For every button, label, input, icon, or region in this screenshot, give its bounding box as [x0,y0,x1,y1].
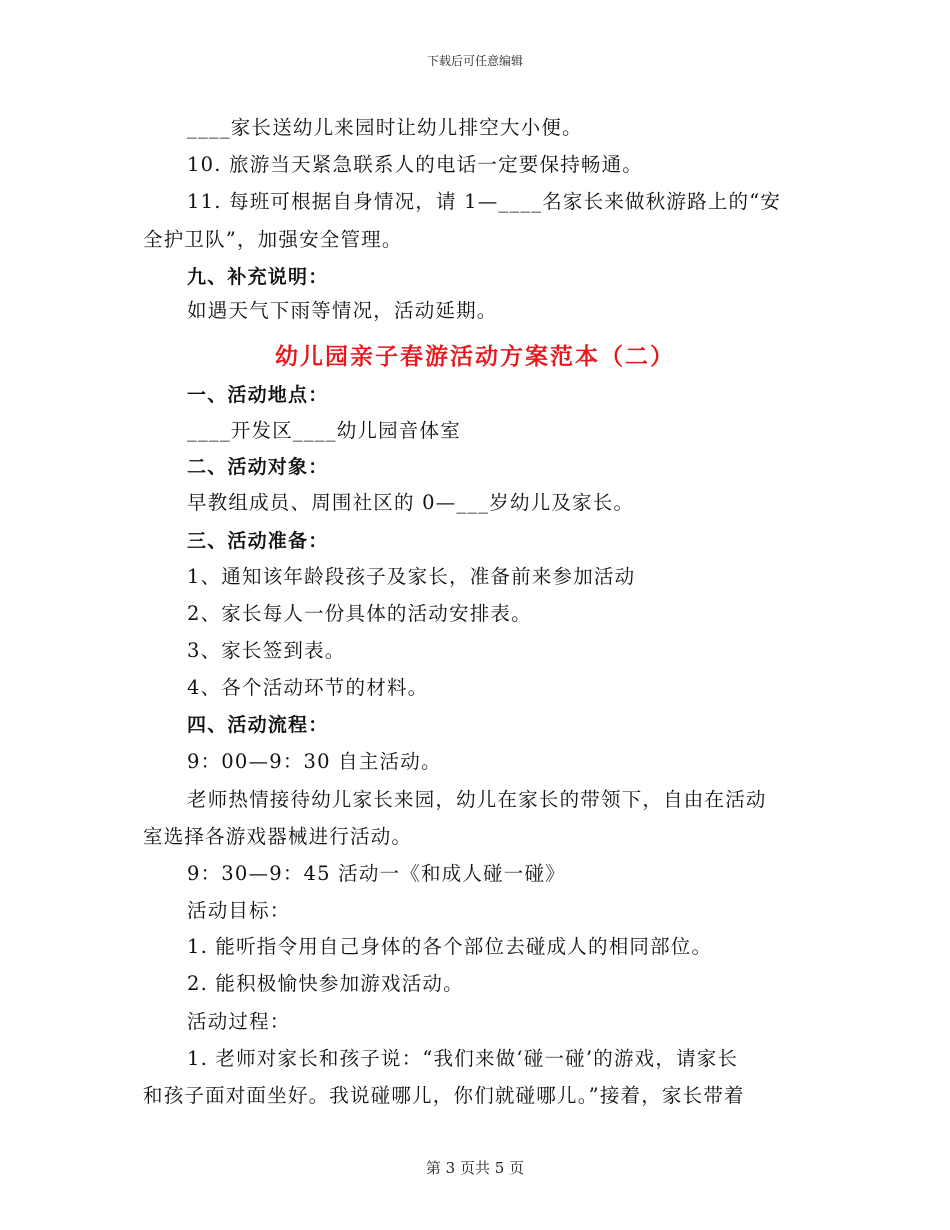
text-line: 老师热情接待幼儿家长来园，幼儿在家长的带领下，自由在活动 [187,788,767,811]
text-line: 9：30—9：45 活动一《和成人碰一碰》 [187,862,566,885]
text-line: 4、各个活动环节的材料。 [187,676,429,699]
text-line: 2、家长每人一份具体的活动安排表。 [187,602,532,625]
text-line: 2. 能积极愉快参加游戏活动。 [187,972,464,995]
text-line: 和孩子面对面坐好。我说碰哪儿，你们就碰哪儿。”接着，家长带着 [143,1084,745,1107]
section-heading: 九、补充说明： [187,266,329,288]
text-line: 早教组成员、周围社区的 0—___岁幼儿及家长。 [187,491,635,514]
section-heading: 二、活动对象： [187,456,329,478]
page-header: 下载后可任意编辑 [426,54,523,68]
text-line: 1. 老师对家长和孩子说：“我们来做‘碰一碰’的游戏，请家长 [187,1047,739,1070]
text-line: 10. 旅游当天紧急联系人的电话一定要保持畅通。 [187,153,644,176]
section-heading: 一、活动地点： [187,384,329,406]
text-line: ____家长送幼儿来园时让幼儿排空大小便。 [187,116,583,139]
text-line: 9：00—9：30 自主活动。 [187,750,442,773]
text-line: 活动目标： [187,899,291,922]
text-line: ____开发区____幼儿园音体室 [187,419,461,442]
section-title: 幼儿园亲子春游活动方案范本（二） [275,344,675,370]
page-footer: 第 3 页共 5 页 [425,1159,525,1177]
text-line: 3、家长签到表。 [187,639,346,662]
section-heading: 三、活动准备： [187,530,329,552]
section-heading: 四、活动流程： [187,714,329,736]
text-line: 如遇天气下雨等情况，活动延期。 [187,299,498,322]
text-line: 活动过程： [187,1010,291,1033]
text-line: 全护卫队”，加强安全管理。 [143,228,403,251]
text-line: 1. 能听指令用自己身体的各个部位去碰成人的相同部位。 [187,935,713,958]
text-line: 11. 每班可根据自身情况，请 1—____名家长来做秋游路上的“安 [187,190,782,213]
text-line: 1、通知该年龄段孩子及家长，准备前来参加活动 [187,565,636,588]
text-line: 室选择各游戏器械进行活动。 [143,825,413,848]
